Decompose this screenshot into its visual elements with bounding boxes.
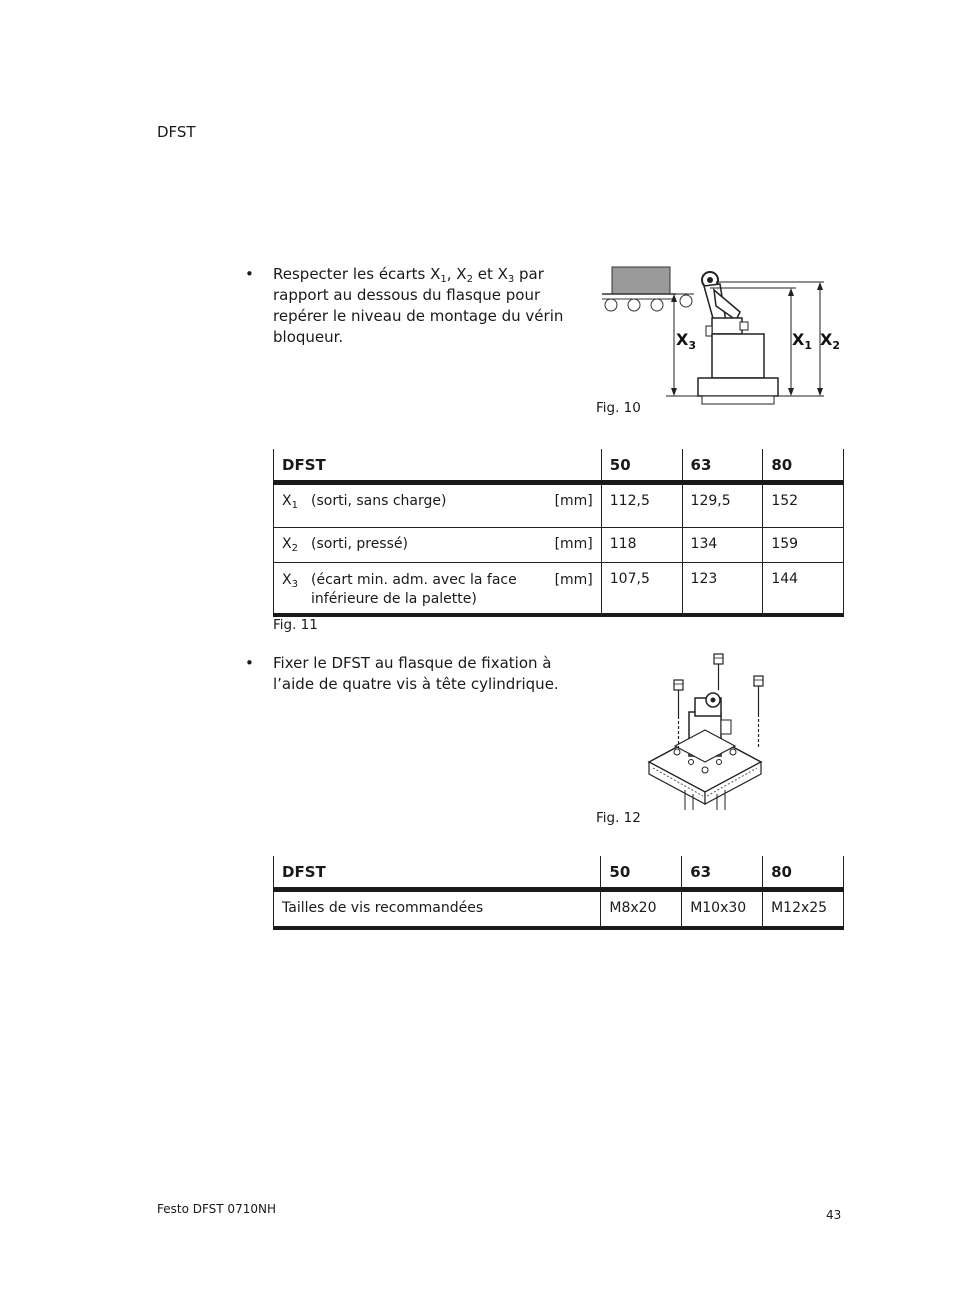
cell-value: 134 (682, 528, 763, 563)
table-row (274, 890, 844, 929)
table-row (274, 528, 844, 563)
screw-size-table (273, 856, 844, 930)
instruction-block-1 (245, 264, 565, 348)
cell-value: 118 (601, 528, 682, 563)
figure-12-diagram (645, 650, 765, 810)
cell-value: 144 (763, 563, 844, 616)
figure-label-x1: $X_1$ (792, 330, 812, 352)
figure-label-x3: $X_3$ (676, 330, 696, 352)
footer-document-id: Festo DFST 0710NH (157, 1202, 276, 1216)
figure-10-caption: Fig. 10 (596, 400, 641, 416)
table-header-63: 63 (682, 856, 763, 890)
cell-value: 107,5 (601, 563, 682, 616)
bullet-marker: • (245, 654, 254, 672)
table-header-50: 50 (601, 449, 682, 483)
table-header-50: 50 (601, 856, 682, 890)
table-header-63: 63 (682, 449, 763, 483)
table-row (274, 483, 844, 528)
row-label-x3: $X_3$ (écart min. adm. avec la face inférieure de la palette) [mm] (274, 563, 602, 616)
cell-value: 159 (763, 528, 844, 563)
table-header-80: 80 (763, 449, 844, 483)
row-label-x2: $X_2$ (sorti, pressé) [mm] (274, 528, 602, 563)
figure-12-caption: Fig. 12 (596, 810, 641, 826)
cell-value: 123 (682, 563, 763, 616)
instruction-text-2: Fixer le DFST au flasque de fixation à l’aide de quatre vis à tête cylindrique. (273, 654, 559, 693)
dimensions-table (273, 449, 844, 617)
page-number: 43 (826, 1208, 842, 1222)
row-label-x1: $X_1$ (sorti, sans charge) [mm] (274, 483, 602, 528)
cell-value: 129,5 (682, 483, 763, 528)
table-row (274, 563, 844, 616)
cell-value: M10x30 (682, 890, 763, 929)
cell-value: M12x25 (763, 890, 844, 929)
page-header-title: DFST (157, 123, 196, 141)
cell-value: 152 (763, 483, 844, 528)
figure-label-x2: $X_2$ (820, 330, 840, 352)
instruction-block-2 (245, 653, 565, 695)
figure-11-caption: Fig. 11 (273, 617, 318, 633)
cell-value: M8x20 (601, 890, 682, 929)
table-header-row (274, 449, 844, 483)
row-label-screw-size: Tailles de vis recommandées (274, 890, 601, 929)
table-header-row (274, 856, 844, 890)
table-header-dfst: DFST (274, 856, 601, 890)
figure-10-diagram (598, 262, 840, 408)
table-header-80: 80 (763, 856, 844, 890)
cell-value: 112,5 (601, 483, 682, 528)
instruction-text-1: Respecter les écarts $X_1$, $X_2$ et $X_3$ par rapport au dessous du flasque pour repérer le niveau de montage du vérin bloqueur. (273, 265, 564, 346)
table-header-dfst: DFST (274, 449, 602, 483)
bullet-marker: • (245, 265, 254, 283)
